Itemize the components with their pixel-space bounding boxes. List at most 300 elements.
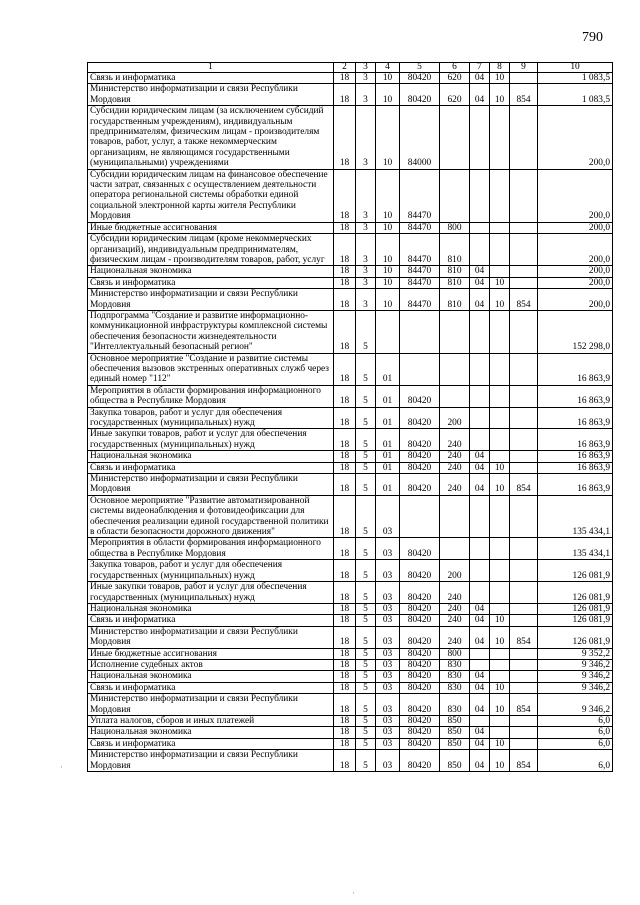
row-cell [470, 310, 490, 353]
row-cell: 854 [510, 289, 538, 311]
row-cell: 10 [490, 738, 510, 749]
row-label: Министерство информатизации и связи Республики Мордовия [88, 750, 334, 772]
row-cell: 16 863,9 [538, 474, 613, 496]
table-row [88, 277, 613, 288]
row-label: Субсидии юридическим лицам (кроме некоммерческих организаций), индивидуальным предпринимателям, физическим лицам - производителям товаров, работ, услуг [88, 234, 334, 266]
row-cell: 5 [356, 560, 376, 582]
row-label: Подпрограмма "Создание и развитие информационно-коммуникационной инфраструктуры комплексной системы обеспечения безопасности жизнедеятельности "Интеллектуальный безопасный регион" [88, 310, 334, 353]
row-cell [510, 671, 538, 682]
row-cell: 80420 [400, 73, 440, 84]
table-row [88, 451, 613, 462]
row-cell: 200,0 [538, 234, 613, 266]
row-cell [470, 169, 490, 222]
row-cell: 04 [470, 615, 490, 626]
row-label: Субсидии юридическим лицам на финансовое обеспечение части затрат, связанных с осуществлением деятельности оператора региональной системы обработки единой социальной электронной карты жителя Республики Мордовия [88, 169, 334, 222]
row-cell: 80420 [400, 582, 440, 604]
row-cell: 18 [334, 462, 356, 473]
row-cell: 240 [440, 582, 470, 604]
row-cell: 01 [376, 353, 400, 385]
row-cell: 04 [470, 451, 490, 462]
table-row [88, 750, 613, 772]
row-cell: 5 [356, 615, 376, 626]
row-cell [510, 603, 538, 614]
row-cell: 03 [376, 648, 400, 659]
row-label: Иные бюджетные ассигнования [88, 648, 334, 659]
row-cell: 5 [356, 715, 376, 726]
row-cell: 04 [470, 84, 490, 106]
row-cell [490, 429, 510, 451]
table-row [88, 266, 613, 277]
row-cell: 01 [376, 462, 400, 473]
row-cell: 04 [470, 750, 490, 772]
row-label: Субсидии юридическим лицам (за исключением субсидий государственным учреждениям), индивидуальным предпринимателям, физическим лицам - производителям товаров, работ, услуг, а также некоммерческим организациям, не являющимся государственными (муниципальными) учреждениями [88, 106, 334, 169]
row-cell: 03 [376, 694, 400, 716]
row-cell: 5 [356, 671, 376, 682]
row-cell: 18 [334, 538, 356, 560]
row-cell: 18 [334, 659, 356, 670]
row-cell: 80420 [400, 603, 440, 614]
row-cell: 200,0 [538, 289, 613, 311]
row-cell [510, 560, 538, 582]
row-cell: 03 [376, 715, 400, 726]
table-row [88, 353, 613, 385]
row-cell: 80420 [400, 750, 440, 772]
row-cell: 3 [356, 277, 376, 288]
row-cell: 10 [376, 84, 400, 106]
row-cell: 3 [356, 169, 376, 222]
row-cell: 10 [490, 462, 510, 473]
row-cell: 04 [470, 289, 490, 311]
row-cell: 1 083,5 [538, 73, 613, 84]
row-label: Иные закупки товаров, работ и услуг для обеспечения государственных (муниципальных) нужд [88, 429, 334, 451]
row-label: Национальная экономика [88, 603, 334, 614]
row-cell: 126 081,9 [538, 615, 613, 626]
row-cell: 240 [440, 451, 470, 462]
row-cell: 3 [356, 234, 376, 266]
row-cell: 5 [356, 659, 376, 670]
row-cell: 830 [440, 671, 470, 682]
row-cell: 810 [440, 289, 470, 311]
row-cell [490, 495, 510, 538]
row-cell: 240 [440, 603, 470, 614]
row-cell: 18 [334, 310, 356, 353]
row-label: Министерство информатизации и связи Республики Мордовия [88, 626, 334, 648]
column-header: 4 [376, 63, 400, 73]
row-cell: 03 [376, 538, 400, 560]
row-cell: 80420 [400, 615, 440, 626]
row-cell: 18 [334, 626, 356, 648]
row-cell: 04 [470, 738, 490, 749]
row-cell: 5 [356, 474, 376, 496]
row-cell: 04 [470, 603, 490, 614]
column-header: 5 [400, 63, 440, 73]
row-cell [490, 234, 510, 266]
row-cell: 6,0 [538, 727, 613, 738]
row-cell [490, 266, 510, 277]
row-cell: 80420 [400, 727, 440, 738]
row-cell: 80420 [400, 385, 440, 407]
row-cell [510, 385, 538, 407]
row-cell: 18 [334, 84, 356, 106]
row-cell: 84470 [400, 222, 440, 233]
row-label: Связь и информатика [88, 73, 334, 84]
row-cell: 18 [334, 73, 356, 84]
row-cell: 04 [470, 671, 490, 682]
row-cell: 03 [376, 626, 400, 648]
row-cell [470, 582, 490, 604]
row-cell [470, 106, 490, 169]
row-label: Иные бюджетные ассигнования [88, 222, 334, 233]
row-cell: 16 863,9 [538, 353, 613, 385]
row-cell: 854 [510, 626, 538, 648]
table-row [88, 222, 613, 233]
table-row [88, 169, 613, 222]
table-row [88, 84, 613, 106]
row-cell [440, 310, 470, 353]
row-cell [440, 353, 470, 385]
row-cell [510, 277, 538, 288]
row-cell: 620 [440, 84, 470, 106]
row-cell [470, 495, 490, 538]
row-label: Мероприятия в области формирования информационного общества в Республике Мордовия [88, 538, 334, 560]
row-cell: 18 [334, 727, 356, 738]
row-cell: 18 [334, 222, 356, 233]
row-cell: 5 [356, 407, 376, 429]
row-cell [510, 429, 538, 451]
row-cell: 10 [490, 84, 510, 106]
row-cell: 9 346,2 [538, 682, 613, 693]
row-cell [510, 715, 538, 726]
row-cell [490, 222, 510, 233]
row-cell [490, 603, 510, 614]
row-cell: 10 [376, 234, 400, 266]
row-cell: 84470 [400, 289, 440, 311]
row-cell: 80420 [400, 659, 440, 670]
row-cell: 135 434,1 [538, 538, 613, 560]
row-cell [490, 671, 510, 682]
row-cell: 5 [356, 310, 376, 353]
row-cell [490, 715, 510, 726]
row-cell: 18 [334, 560, 356, 582]
row-cell: 03 [376, 671, 400, 682]
row-label: Исполнение судебных актов [88, 659, 334, 670]
row-cell: 18 [334, 385, 356, 407]
row-cell: 10 [376, 289, 400, 311]
table-row [88, 727, 613, 738]
row-cell: 84470 [400, 277, 440, 288]
row-cell: 80420 [400, 715, 440, 726]
row-cell: 800 [440, 648, 470, 659]
row-cell: 3 [356, 84, 376, 106]
row-cell: 04 [470, 462, 490, 473]
row-cell: 80420 [400, 538, 440, 560]
row-cell: 126 081,9 [538, 603, 613, 614]
row-cell [510, 648, 538, 659]
row-cell [470, 659, 490, 670]
row-cell [510, 659, 538, 670]
row-cell [376, 310, 400, 353]
row-cell: 830 [440, 682, 470, 693]
row-cell [510, 353, 538, 385]
row-cell: 3 [356, 106, 376, 169]
row-cell: 01 [376, 451, 400, 462]
row-cell: 10 [376, 277, 400, 288]
row-cell: 18 [334, 407, 356, 429]
row-cell [510, 462, 538, 473]
row-cell: 18 [334, 474, 356, 496]
row-cell: 18 [334, 671, 356, 682]
row-cell: 10 [490, 73, 510, 84]
row-cell: 18 [334, 682, 356, 693]
row-cell: 3 [356, 266, 376, 277]
row-cell: 810 [440, 266, 470, 277]
row-cell: 03 [376, 659, 400, 670]
row-cell: 850 [440, 738, 470, 749]
row-cell: 9 346,2 [538, 694, 613, 716]
table-row [88, 407, 613, 429]
row-cell: 830 [440, 659, 470, 670]
row-cell: 10 [376, 222, 400, 233]
row-cell: 5 [356, 451, 376, 462]
column-header: 8 [490, 63, 510, 73]
row-cell: 135 434,1 [538, 495, 613, 538]
table-row [88, 560, 613, 582]
row-cell: 5 [356, 429, 376, 451]
row-cell: 10 [490, 615, 510, 626]
row-cell: 18 [334, 603, 356, 614]
row-cell: 10 [490, 289, 510, 311]
row-cell [490, 648, 510, 659]
scan-mark: · [352, 888, 355, 898]
table-body [88, 73, 613, 772]
row-cell: 04 [470, 266, 490, 277]
row-cell: 18 [334, 715, 356, 726]
scan-mark: · [60, 762, 63, 772]
row-cell: 10 [490, 626, 510, 648]
row-cell: 5 [356, 727, 376, 738]
row-label: Министерство информатизации и связи Республики Мордовия [88, 84, 334, 106]
row-cell: 84470 [400, 234, 440, 266]
row-cell: 04 [470, 694, 490, 716]
row-cell [510, 495, 538, 538]
row-cell: 854 [510, 84, 538, 106]
table-row [88, 603, 613, 614]
row-cell: 80420 [400, 407, 440, 429]
row-cell: 5 [356, 682, 376, 693]
row-cell: 18 [334, 451, 356, 462]
row-cell: 18 [334, 615, 356, 626]
row-cell: 5 [356, 462, 376, 473]
table-row [88, 310, 613, 353]
row-cell: 854 [510, 694, 538, 716]
row-cell: 200,0 [538, 169, 613, 222]
row-cell: 18 [334, 106, 356, 169]
row-cell: 5 [356, 582, 376, 604]
row-cell [490, 353, 510, 385]
row-cell [470, 560, 490, 582]
row-cell: 3 [356, 289, 376, 311]
row-cell: 200,0 [538, 106, 613, 169]
column-header: 10 [538, 63, 613, 73]
row-cell: 5 [356, 353, 376, 385]
row-cell: 620 [440, 73, 470, 84]
row-cell: 80420 [400, 429, 440, 451]
row-cell: 126 081,9 [538, 560, 613, 582]
row-cell: 3 [356, 222, 376, 233]
row-cell: 3 [356, 73, 376, 84]
row-cell: 5 [356, 603, 376, 614]
row-cell: 5 [356, 648, 376, 659]
row-cell [510, 234, 538, 266]
row-cell [490, 538, 510, 560]
row-cell: 84470 [400, 169, 440, 222]
row-cell: 6,0 [538, 715, 613, 726]
row-cell: 9 352,2 [538, 648, 613, 659]
row-label: Министерство информатизации и связи Республики Мордовия [88, 694, 334, 716]
row-cell [490, 310, 510, 353]
row-cell: 5 [356, 385, 376, 407]
table-row [88, 462, 613, 473]
row-cell: 80420 [400, 626, 440, 648]
row-cell: 9 346,2 [538, 671, 613, 682]
row-cell: 18 [334, 234, 356, 266]
row-cell [470, 407, 490, 429]
table-header-row [88, 63, 613, 73]
row-label: Основное мероприятие "Создание и развитие системы обеспечения вызовов экстренных оперативных служб через единый номер "112" [88, 353, 334, 385]
row-cell: 854 [510, 474, 538, 496]
row-cell [470, 648, 490, 659]
row-cell: 240 [440, 429, 470, 451]
row-cell: 10 [376, 266, 400, 277]
row-cell [510, 615, 538, 626]
row-cell: 80420 [400, 84, 440, 106]
row-cell: 200 [440, 560, 470, 582]
row-cell: 850 [440, 750, 470, 772]
row-cell [510, 407, 538, 429]
column-header: 3 [356, 63, 376, 73]
row-cell: 18 [334, 694, 356, 716]
row-cell: 850 [440, 727, 470, 738]
row-cell: 10 [376, 73, 400, 84]
row-cell [400, 495, 440, 538]
row-cell: 5 [356, 738, 376, 749]
row-cell: 16 863,9 [538, 429, 613, 451]
row-cell [470, 429, 490, 451]
row-cell: 03 [376, 615, 400, 626]
row-label: Министерство информатизации и связи Республики Мордовия [88, 289, 334, 311]
row-cell [510, 310, 538, 353]
row-cell [490, 727, 510, 738]
row-label: Связь и информатика [88, 738, 334, 749]
row-cell [440, 385, 470, 407]
row-cell: 5 [356, 626, 376, 648]
row-cell: 80420 [400, 738, 440, 749]
row-cell: 200,0 [538, 222, 613, 233]
row-cell [510, 266, 538, 277]
table-row [88, 694, 613, 716]
table-row [88, 474, 613, 496]
row-cell: 810 [440, 277, 470, 288]
row-label: Основное мероприятие "Развитие автоматизированной системы видеонаблюдения и фотовидеофиксации для обеспечения реализации единой государственной политики в области безопасности дорожного движения" [88, 495, 334, 538]
row-cell [490, 582, 510, 604]
row-label: Мероприятия в области формирования информационного общества в Республике Мордовия [88, 385, 334, 407]
column-header: 9 [510, 63, 538, 73]
row-label: Закупка товаров, работ и услуг для обеспечения государственных (муниципальных) нужд [88, 407, 334, 429]
row-cell [470, 538, 490, 560]
row-cell: 830 [440, 694, 470, 716]
row-label: Связь и информатика [88, 277, 334, 288]
row-cell [440, 495, 470, 538]
row-cell: 03 [376, 738, 400, 749]
row-cell: 6,0 [538, 750, 613, 772]
row-cell [490, 560, 510, 582]
row-cell: 04 [470, 682, 490, 693]
table-row [88, 648, 613, 659]
row-cell: 800 [440, 222, 470, 233]
row-label: Связь и информатика [88, 462, 334, 473]
page-number: 790 [582, 30, 603, 45]
row-cell [510, 73, 538, 84]
table-row [88, 715, 613, 726]
row-cell [470, 222, 490, 233]
row-cell [510, 222, 538, 233]
row-cell: 5 [356, 538, 376, 560]
row-cell [400, 353, 440, 385]
row-cell: 04 [470, 727, 490, 738]
row-cell: 18 [334, 266, 356, 277]
table-row [88, 538, 613, 560]
row-label: Министерство информатизации и связи Республики Мордовия [88, 474, 334, 496]
row-cell: 80420 [400, 474, 440, 496]
row-cell: 9 346,2 [538, 659, 613, 670]
row-cell: 10 [490, 682, 510, 693]
row-cell [510, 682, 538, 693]
row-cell: 200,0 [538, 277, 613, 288]
row-cell: 16 863,9 [538, 407, 613, 429]
row-cell: 18 [334, 495, 356, 538]
row-cell: 5 [356, 750, 376, 772]
row-cell: 84470 [400, 266, 440, 277]
column-header: 6 [440, 63, 470, 73]
row-label: Национальная экономика [88, 671, 334, 682]
row-cell: 18 [334, 277, 356, 288]
row-cell: 04 [470, 626, 490, 648]
row-cell [510, 106, 538, 169]
row-cell: 10 [490, 277, 510, 288]
row-cell: 03 [376, 603, 400, 614]
row-cell: 80420 [400, 462, 440, 473]
table-row [88, 106, 613, 169]
row-cell: 01 [376, 474, 400, 496]
row-cell: 200 [440, 407, 470, 429]
row-cell: 18 [334, 429, 356, 451]
row-label: Иные закупки товаров, работ и услуг для обеспечения государственных (муниципальных) нужд [88, 582, 334, 604]
table-row [88, 495, 613, 538]
row-label: Закупка товаров, работ и услуг для обеспечения государственных (муниципальных) нужд [88, 560, 334, 582]
row-cell: 80420 [400, 451, 440, 462]
row-cell [490, 169, 510, 222]
row-cell [510, 727, 538, 738]
row-cell: 152 298,0 [538, 310, 613, 353]
row-cell: 18 [334, 648, 356, 659]
table-row [88, 626, 613, 648]
row-cell: 6,0 [538, 738, 613, 749]
row-cell: 126 081,9 [538, 582, 613, 604]
row-cell: 5 [356, 694, 376, 716]
row-cell: 18 [334, 289, 356, 311]
row-cell: 5 [356, 495, 376, 538]
row-cell: 04 [470, 474, 490, 496]
